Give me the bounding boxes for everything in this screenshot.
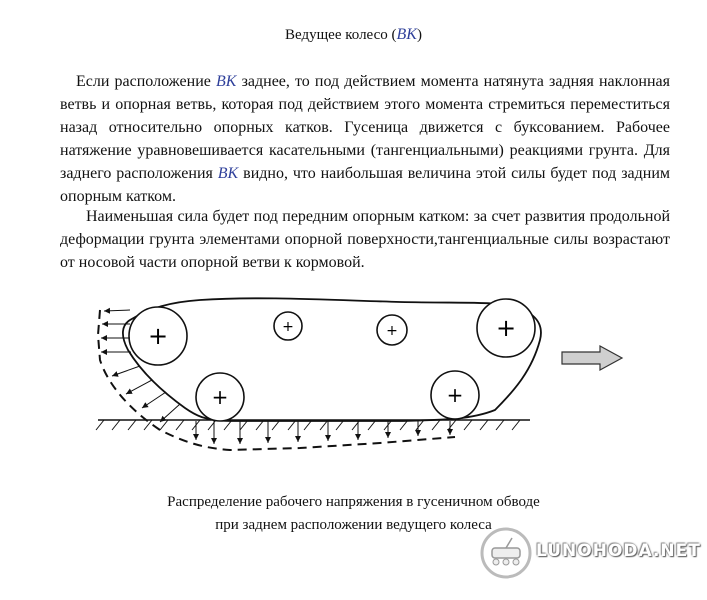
ground-hatch-mark [112, 420, 120, 430]
ground-hatch-mark [208, 420, 216, 430]
svg-text:+: + [386, 323, 398, 339]
ground-hatch-mark [448, 420, 456, 430]
paragraph-1-part-2: видно, что наибольшая величина этой силы будет под задним опорным катком. [60, 165, 671, 205]
paragraph-1-part-1: заднее, то под действием момента натянута задняя наклонная ветвь и опорная ветвь, которая под действием этого момента стремиться переместиться назад относительно опорных катков. Гусеница движется с буксованием. Рабочее натяжение уравновешивается касательными (тангенциальными) реакциями грунта. Для заднего расположения [60, 73, 671, 182]
paragraph-1-abbr-2: BK [217, 165, 239, 182]
watermark [478, 522, 701, 584]
ground-hatch-mark [432, 420, 440, 430]
heading-open-paren: ( [391, 27, 397, 43]
ground-hatch-mark [176, 420, 184, 430]
heading-abbr: BK [396, 26, 417, 43]
ground-hatch-mark [512, 420, 520, 430]
svg-text:+: + [446, 383, 464, 407]
lunokhod-rover-logo-icon [478, 522, 534, 584]
paragraph-2-text: Наименьшая сила будет под передним опорным катком: за счет развития продольной деформации грунта элементами опорной поверхности,тангенциальные силы возрастают от носовой части опорной ветви к кормовой. [60, 208, 670, 271]
paragraph-1 [60, 70, 670, 208]
ground-hatch-mark [496, 420, 504, 430]
watermark-text: LUNOHODA.NET [536, 541, 701, 561]
ground-hatch-mark [464, 420, 472, 430]
heading-close-paren: ) [416, 27, 422, 43]
direction-arrow [562, 346, 622, 370]
wheel-drive-rear [129, 307, 187, 365]
wheel-road-front [431, 371, 479, 419]
page-heading [0, 26, 707, 44]
caption-line-1: Распределение рабочего напряжения в гусеничном обводе [167, 494, 540, 510]
caption-line-2: при заднем расположении ведущего колеса [215, 517, 492, 533]
ground-reaction-arrows [196, 421, 450, 444]
track-diagram [0, 280, 707, 480]
svg-text:+: + [211, 385, 229, 409]
paragraph-1-lead: Если расположение [76, 73, 211, 90]
wheel-support-2 [377, 315, 407, 345]
wheel-idler-front [477, 299, 535, 357]
svg-text:+: + [282, 319, 294, 335]
wheel-support-1 [274, 312, 302, 340]
ground-hatch-mark [128, 420, 136, 430]
paragraph-2 [60, 205, 670, 274]
heading-text: Ведущее колесо [285, 27, 388, 43]
svg-text:+: + [495, 314, 517, 342]
wheel-road-rear [196, 373, 244, 421]
ground-hatch-mark [416, 420, 424, 430]
ground-hatch-mark [480, 420, 488, 430]
paragraph-1-abbr-1: BK [215, 73, 237, 90]
svg-text:+: + [147, 322, 169, 350]
ground-hatch-mark [144, 420, 152, 430]
ground-hatch-mark [96, 420, 104, 430]
